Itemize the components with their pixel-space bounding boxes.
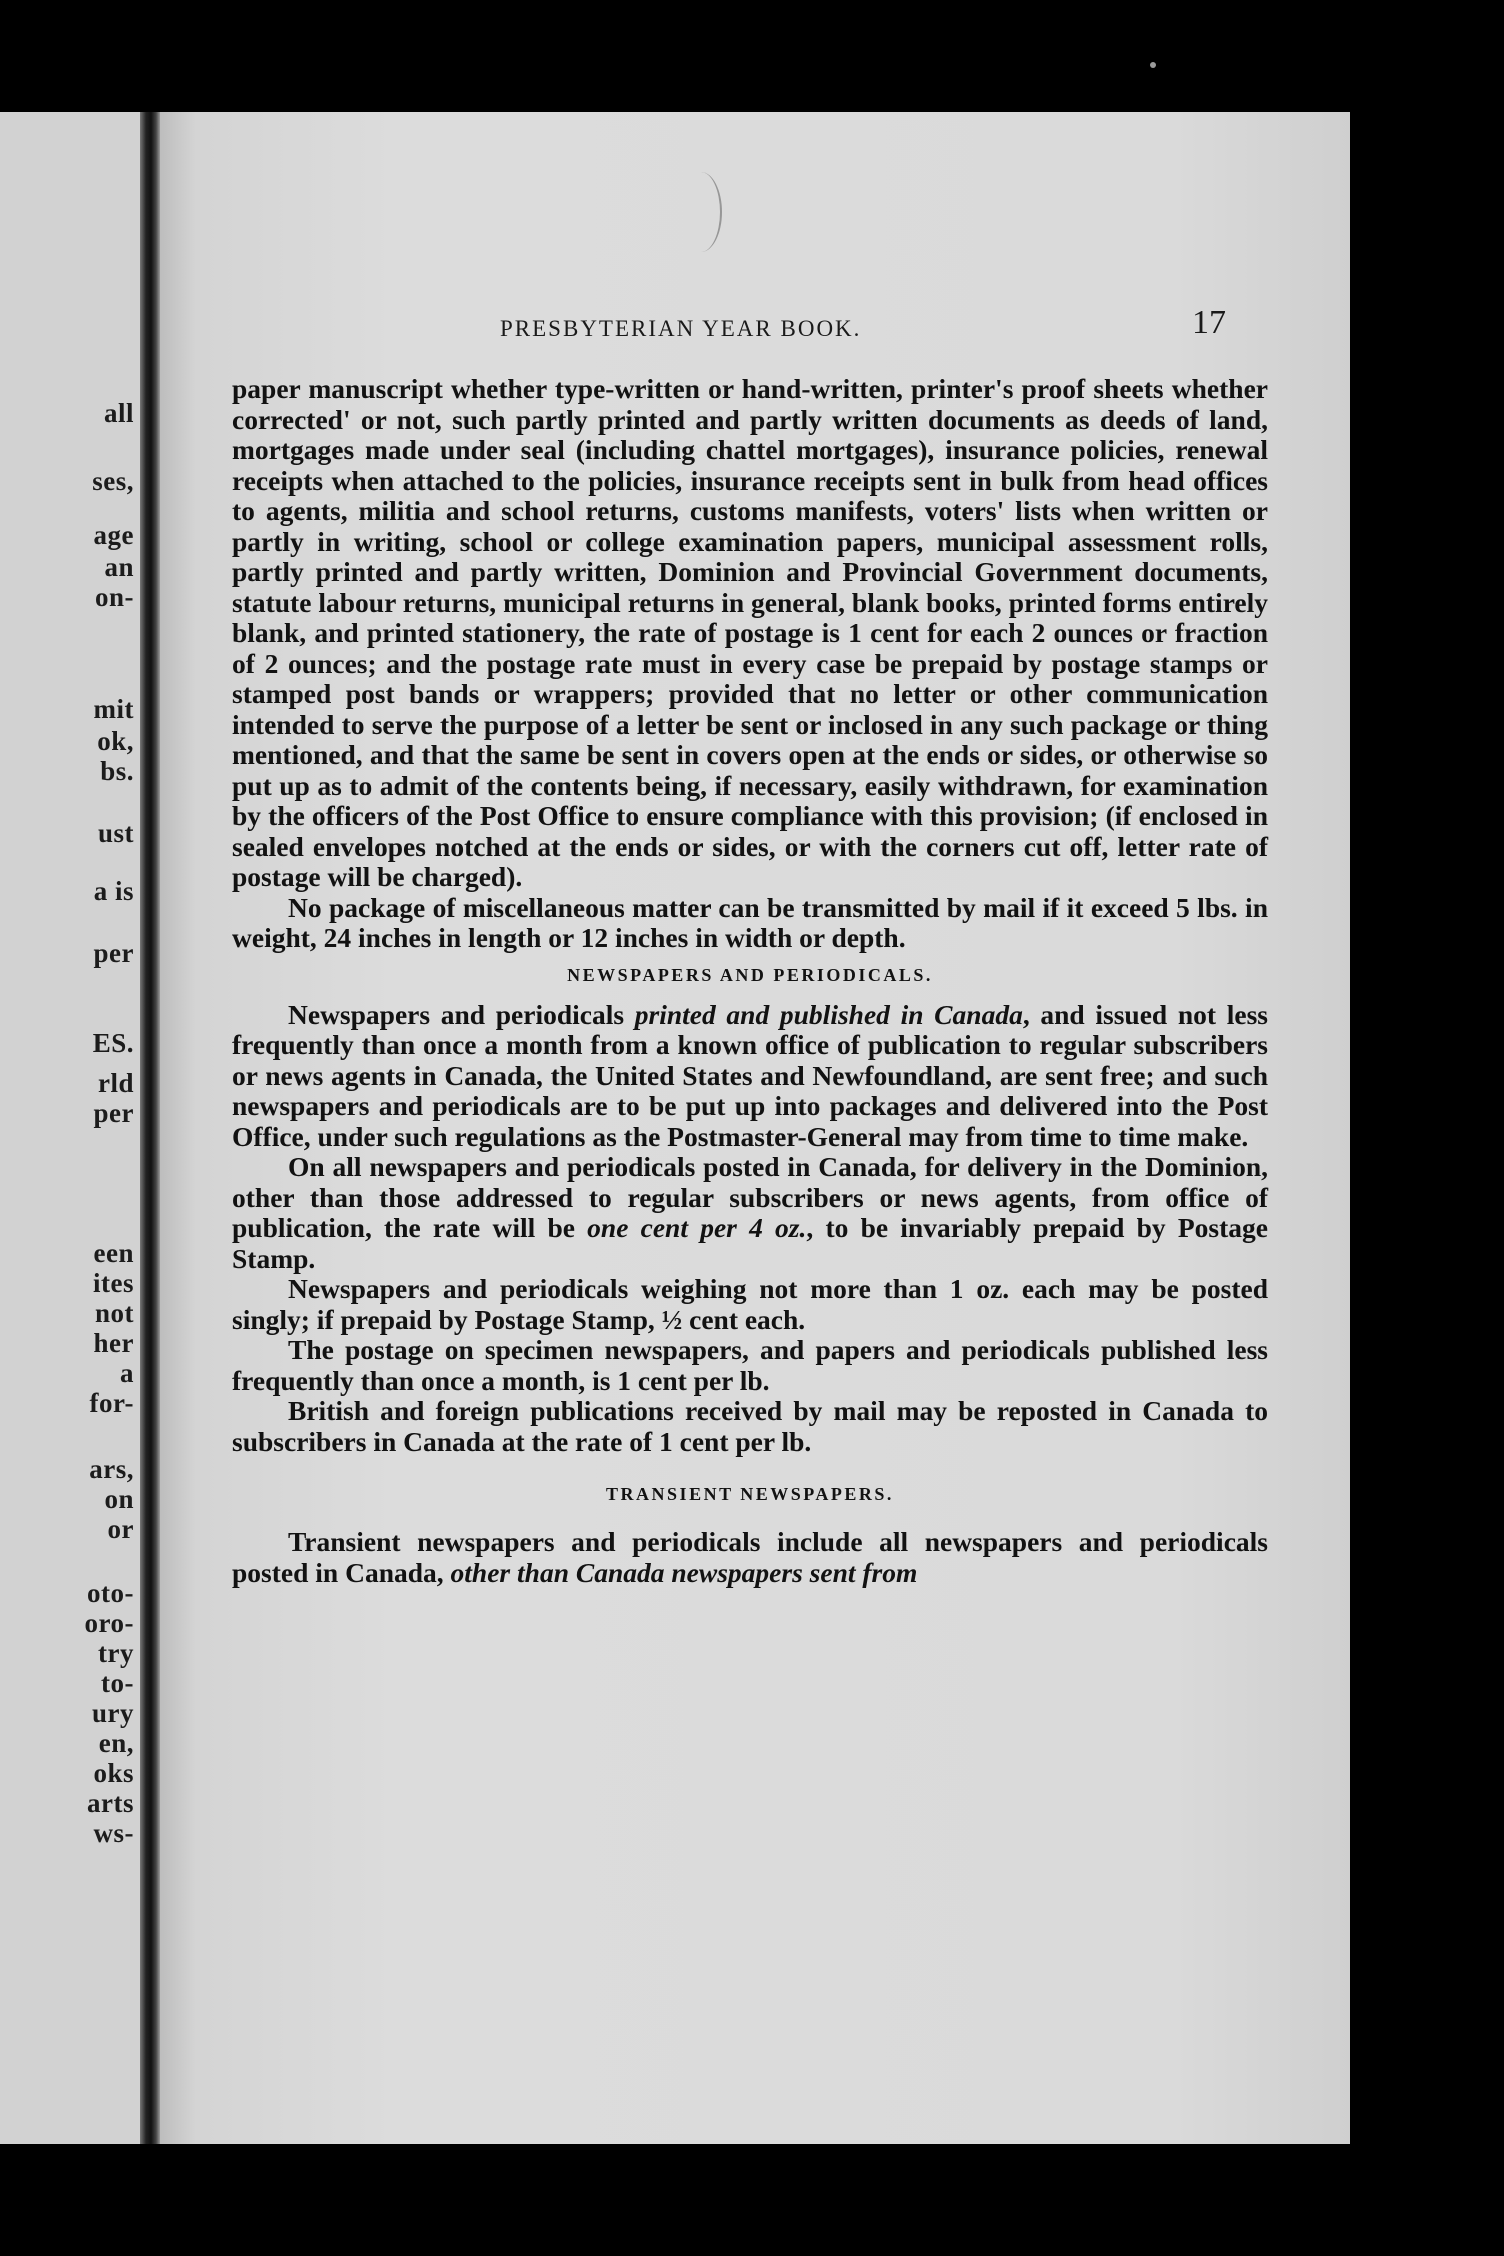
facing-page-line: ury [92,1698,134,1728]
book-page [160,112,1350,2144]
paper-fold-mark [680,172,722,252]
running-head: PRESBYTERIAN YEAR BOOK. [500,316,862,341]
facing-page-line: all [103,398,134,428]
facing-page-line: for- [89,1388,134,1418]
facing-page-line: rld [97,1068,134,1098]
facing-page-line: per [93,1098,134,1128]
facing-page-line: oks [93,1758,134,1788]
facing-page-line: an [104,552,134,582]
facing-page-line: on [104,1484,134,1514]
paragraph [232,1000,1268,1153]
facing-page-line: arts [87,1788,134,1818]
section-heading-transient: TRANSIENT NEWSPAPERS. [606,1484,894,1504]
paragraph-text: , to be invariably prepaid by Postage Stamp. [232,1212,1268,1274]
scan-speck [1150,62,1156,68]
facing-page-line: a [120,1358,134,1388]
facing-page-line: try [98,1638,134,1668]
paragraph-text: , and issued not less frequently than once a month from a known office of publication to regular subscribers or news agents in Canada, the United States and Newfoundland, are sent free; and such newspapers and periodicals are to be put up into packages and delivered into the Post Office, under such regulations as the Postmaster-General may from time to time make. [232,998,1269,1152]
italic-phrase: printed and published in Canada [634,998,1023,1030]
facing-page-line: ES. [92,1028,134,1058]
section-heading-newspapers: NEWSPAPERS AND PERIODICALS. [567,964,933,985]
facing-page-line: ws- [93,1818,134,1848]
paragraph [232,1152,1268,1274]
paragraph: British and foreign publications received by mail may be reposted in Canada to subscribers in Canada at the rate of 1 cent per lb. [232,1395,1268,1457]
facing-page-line: ites [93,1268,134,1298]
facing-page-line: oro- [84,1608,134,1638]
facing-page-line: oto- [87,1578,134,1608]
paragraph [232,1527,1268,1588]
page-number: 17 [1192,304,1226,341]
paragraph: The postage on specimen newspapers, and papers and periodicals published less frequently than once a month, is 1 cent per lb. [232,1334,1268,1396]
facing-page-line: per [93,938,134,968]
book-gutter [140,112,160,2144]
facing-page-line: mit [93,694,134,724]
facing-page-line: ses, [92,466,134,496]
paragraph-text: Transient newspapers and periodicals include all newspapers and periodicals posted in Canada, [232,1526,1268,1588]
italic-phrase: other than Canada newspapers sent from [450,1556,918,1588]
facing-page-line: a is [93,876,134,906]
paragraph: Newspapers and periodicals weighing not more than 1 oz. each may be posted singly; if prepaid by Postage Stamp, ½ cent each. [232,1273,1268,1335]
facing-page-line: en, [98,1728,134,1758]
page-body [232,374,1268,1588]
facing-page-line: ust [97,818,134,848]
facing-page-line: ars, [89,1454,134,1484]
facing-page-line: ok, [97,726,134,756]
facing-page-line: age [93,520,134,550]
facing-page-line: bs. [100,756,134,786]
paragraph-text: Newspapers and periodicals [288,998,635,1030]
italic-phrase: one cent per 4 oz. [587,1212,807,1243]
facing-page-line: not [94,1298,134,1328]
paragraph-text: On all newspapers and periodicals posted in Canada, for delivery in the Dominion, other than those addressed to regular subscribers or news agents, from office of publication, the rate will be [232,1151,1268,1243]
facing-page-line: on- [94,582,134,612]
facing-page-line: een [93,1238,134,1268]
facing-page-line: her [93,1328,134,1358]
facing-page-line: or [107,1514,134,1544]
paragraph: paper manuscript whether type-written or hand-written, printer's proof sheets whether corrected' or not, such partly printed and partly written documents as deeds of land, mortgages made under seal (including chattel mortgages), insurance policies, renewal receipts when attached to the policies, insurance receipts sent in bulk from head offices to agents, militia and school returns, customs manifests, voters' lists when written or partly in writing, school or college examination papers, municipal assessment rolls, partly printed and partly written, Dominion and Provincial Government documents, statute labour returns, municipal returns in general, blank books, printed forms entirely blank, and printed stationery, the rate of postage is 1 cent for each 2 ounces or fraction of 2 ounces; and the postage rate must in every case be prepaid by postage stamps or stamped post bands or wrappers; provided that no letter or other communication intended to serve the purpose of a letter be sent or inclosed in any such package or thing mentioned, and that the same be sent in covers open at the ends or sides, or otherwise so put up as to admit of the contents being, if necessary, easily withdrawn, for examination by the officers of the Post Office to ensure compliance with this provision; (if enclosed in sealed envelopes notched at the ends or sides, or with the corners cut off, letter rate of postage will be charged). [232,373,1268,892]
paragraph: No package of miscellaneous matter can be transmitted by mail if it exceed 5 lbs. in weight, 24 inches in length or 12 inches in width or depth. [232,891,1268,953]
facing-page-fragment [0,112,140,2144]
facing-page-line: to- [101,1668,134,1698]
